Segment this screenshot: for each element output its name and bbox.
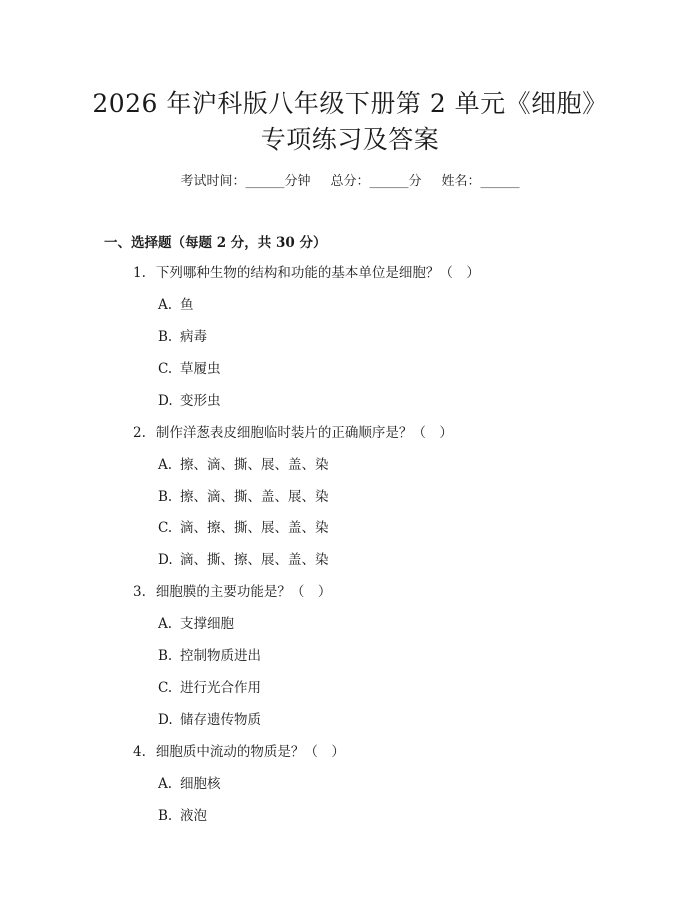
- question-2-option-c: [158, 516, 329, 536]
- option-letter: B.: [158, 648, 173, 664]
- option-letter: B.: [158, 489, 173, 505]
- option-letter: A.: [158, 616, 173, 632]
- question-text: 下列哪种生物的结构和功能的基本单位是细胞？（ ）: [155, 265, 480, 281]
- option-text: 控制物质进出: [180, 648, 261, 664]
- option-text: 变形虫: [180, 393, 221, 409]
- option-text: 擦、滴、撕、盖、展、染: [180, 489, 329, 505]
- question-text: 细胞膜的主要功能是？（ ）: [155, 584, 332, 600]
- option-letter: A.: [158, 297, 173, 313]
- option-text: 滴、擦、撕、展、盖、染: [180, 520, 329, 536]
- question-4-option-a: [158, 772, 221, 792]
- question-1: [133, 261, 480, 281]
- question-2-option-a: [158, 453, 329, 473]
- question-1-option-c: [158, 357, 221, 377]
- section-heading: 一、选择题（每题 2 分，共 30 分）: [104, 235, 327, 251]
- option-text: 液泡: [180, 808, 207, 824]
- question-3-option-d: [158, 708, 261, 728]
- question-number: 2.: [133, 425, 146, 441]
- question-text: 制作洋葱表皮细胞临时装片的正确顺序是？（ ）: [155, 425, 453, 441]
- total-score-field: 总分：______分: [330, 174, 422, 189]
- option-text: 储存遗传物质: [180, 712, 261, 728]
- question-number: 4.: [133, 744, 146, 760]
- question-4-option-b: [158, 804, 207, 824]
- option-letter: B.: [158, 329, 173, 345]
- option-text: 细胞核: [180, 776, 221, 792]
- page-title: 2026 年沪科版八年级下册第 2 单元《细胞》: [92, 89, 608, 118]
- question-2-option-d: [158, 548, 329, 568]
- exam-time-field: 考试时间：______分钟: [180, 174, 311, 189]
- option-letter: C.: [158, 361, 173, 377]
- option-text: 滴、撕、擦、展、盖、染: [180, 552, 329, 568]
- option-text: 进行光合作用: [180, 680, 261, 696]
- option-text: 病毒: [180, 329, 207, 345]
- option-letter: B.: [158, 808, 173, 824]
- option-text: 支撑细胞: [180, 616, 234, 632]
- option-text: 草履虫: [180, 361, 221, 377]
- option-letter: A.: [158, 776, 173, 792]
- question-text: 细胞质中流动的物质是？（ ）: [155, 744, 345, 760]
- question-3: [133, 580, 331, 600]
- option-text: 鱼: [180, 297, 194, 313]
- option-letter: D.: [158, 552, 173, 568]
- option-letter: C.: [158, 520, 173, 536]
- page-subtitle: 专项练习及答案: [260, 125, 440, 154]
- option-letter: D.: [158, 712, 173, 728]
- question-4: [133, 740, 345, 760]
- question-1-option-a: [158, 293, 194, 313]
- exam-info-line: [0, 170, 700, 189]
- option-letter: D.: [158, 393, 173, 409]
- question-1-option-d: [158, 389, 221, 409]
- question-1-option-b: [158, 325, 207, 345]
- option-letter: A.: [158, 457, 173, 473]
- question-3-option-a: [158, 612, 234, 632]
- question-3-option-b: [158, 644, 261, 664]
- name-field: 姓名：______: [441, 174, 520, 189]
- option-letter: C.: [158, 680, 173, 696]
- question-3-option-c: [158, 676, 261, 696]
- question-2: [133, 421, 453, 441]
- question-number: 3.: [133, 584, 146, 600]
- option-text: 擦、滴、撕、展、盖、染: [180, 457, 329, 473]
- question-2-option-b: [158, 485, 329, 505]
- question-number: 1.: [133, 265, 146, 281]
